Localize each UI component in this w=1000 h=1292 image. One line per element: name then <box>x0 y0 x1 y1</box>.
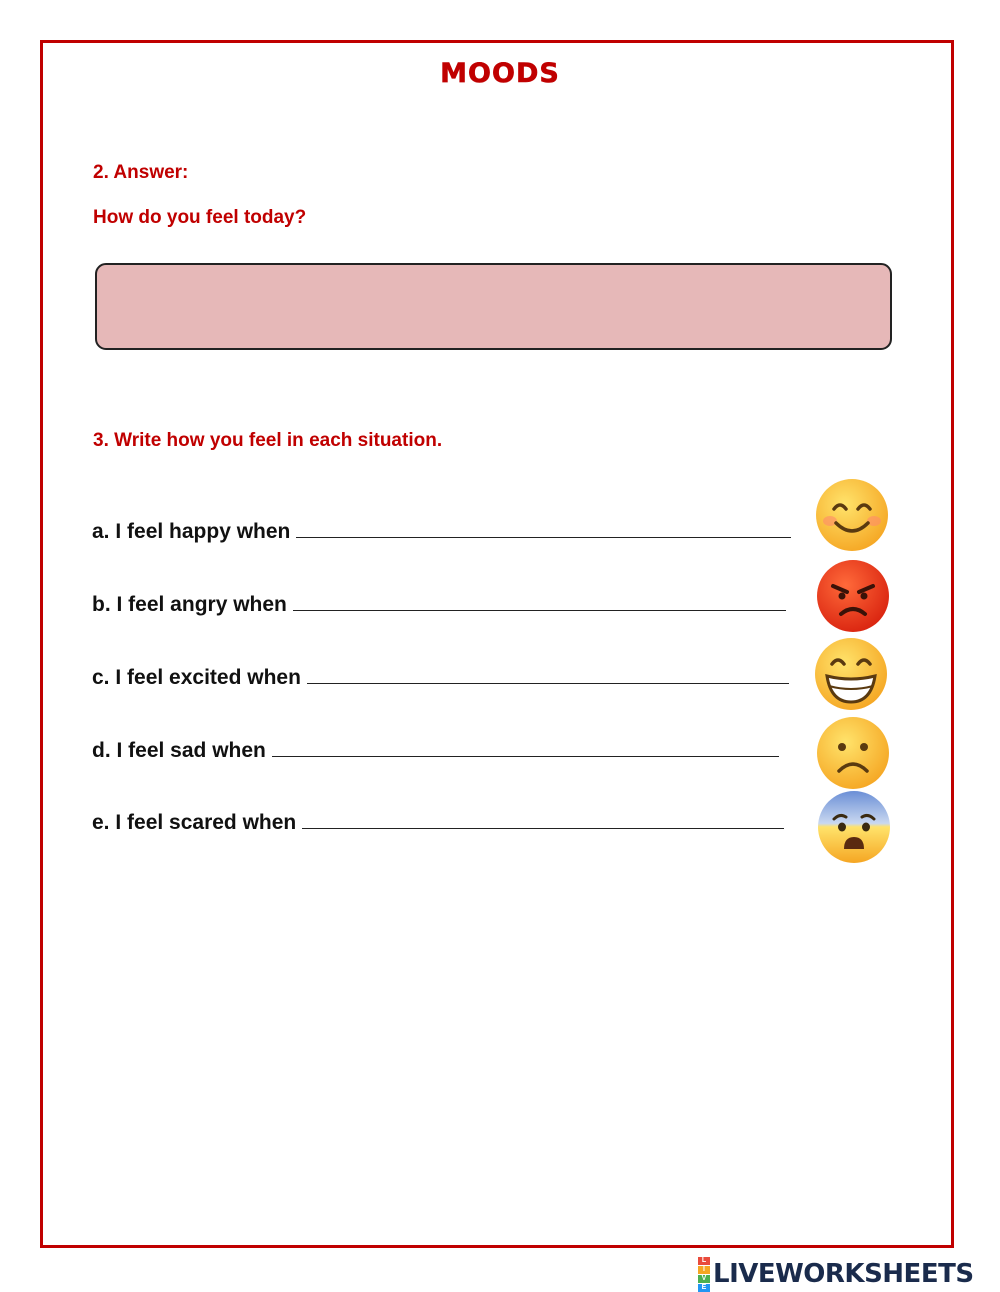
live-logo-mark-icon: L I V E <box>698 1256 710 1292</box>
page-title: MOODS <box>440 58 560 89</box>
sentence-sad <box>92 738 779 764</box>
blank-happy[interactable] <box>296 536 791 538</box>
liveworksheets-logo <box>698 1256 974 1292</box>
angry-face-icon <box>815 558 891 634</box>
fearful-face-icon <box>816 789 892 865</box>
answer-input-box[interactable] <box>95 263 892 350</box>
frowning-face-icon <box>815 715 891 791</box>
blank-excited[interactable] <box>307 682 789 684</box>
brand-name: LIVEWORKSHEETS <box>713 1259 974 1289</box>
sentence-happy-text: a. I feel happy when <box>92 520 291 543</box>
grinning-face-icon <box>813 636 889 712</box>
sentence-happy <box>92 519 791 545</box>
sentence-sad-text: d. I feel sad when <box>92 739 266 762</box>
blank-scared[interactable] <box>302 827 784 829</box>
section-3-label: 3. Write how you feel in each situation. <box>93 430 443 451</box>
section-2-question: How do you feel today? <box>93 207 307 228</box>
section-2-label: 2. Answer: <box>93 162 189 183</box>
sentence-scared <box>92 810 784 836</box>
sentence-angry-text: b. I feel angry when <box>92 593 287 616</box>
blank-angry[interactable] <box>293 609 786 611</box>
smiling-face-icon <box>814 477 890 553</box>
sentence-angry <box>92 592 786 618</box>
blank-sad[interactable] <box>272 755 779 757</box>
sentence-excited <box>92 665 789 691</box>
sentence-excited-text: c. I feel excited when <box>92 666 301 689</box>
sentence-scared-text: e. I feel scared when <box>92 811 297 834</box>
